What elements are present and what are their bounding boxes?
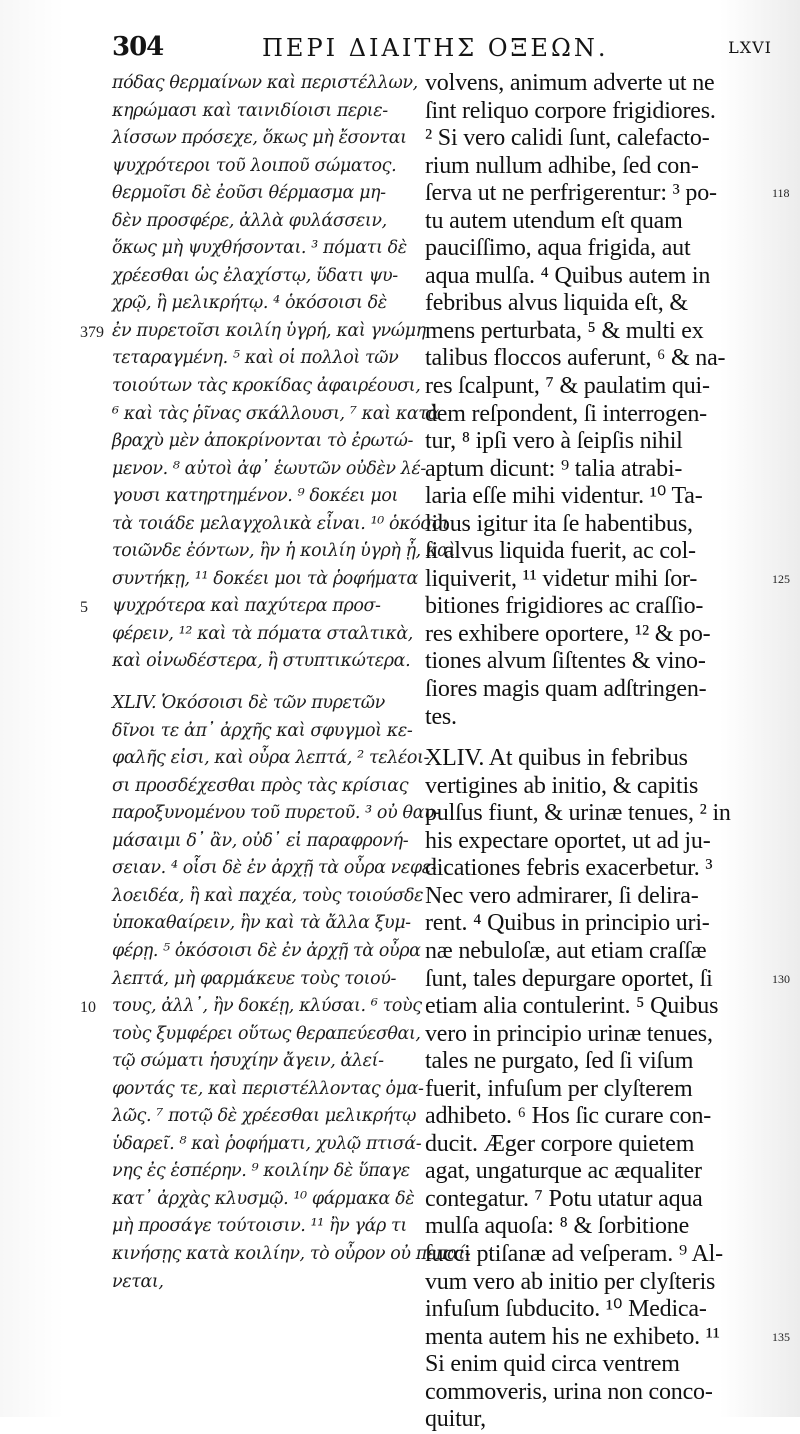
text-line: γουσι κατηρτημένον. ⁹ δοκέει μοι bbox=[112, 486, 398, 507]
text-line: ⁶ καὶ τὰς ῥῖνας σκάλλουσι, ⁷ καὶ κατὰ bbox=[112, 403, 439, 424]
margin-line-number: 130 bbox=[772, 971, 790, 986]
text-line: vum vero ab initio per clyſteris bbox=[425, 1268, 716, 1295]
text-line: tes. bbox=[425, 703, 457, 730]
text-line: φοντάς τε, καὶ περιστέλλοντας ὁμα- bbox=[112, 1078, 424, 1099]
text-line: infuſum ſubducito. ¹⁰ Medica- bbox=[425, 1296, 707, 1323]
text-line: ſint reliquo corpore frigidiores. bbox=[425, 97, 716, 124]
text-line: μὴ προσάγε τούτοισιν. ¹¹ ἢν γάρ τι bbox=[112, 1216, 407, 1237]
text-line: quitur, bbox=[425, 1406, 486, 1433]
text-line: aptum dicunt: ⁹ talia atrabi- bbox=[425, 455, 683, 482]
text-line: συντήκῃ, ¹¹ δοκέει μοι τὰ ῥοφήματα bbox=[112, 568, 418, 589]
text-line: dicationes febris exacerbetur. ³ bbox=[425, 855, 713, 882]
margin-line-number: 10 bbox=[80, 999, 96, 1017]
text-line: τεταραγμένη. ⁵ καὶ οἱ πολλοὶ τῶν bbox=[112, 348, 399, 369]
text-line: πόδας θερμαίνων καὶ περιστέλλων, bbox=[112, 73, 418, 93]
text-line: mulſa aquoſa: ⁸ & ſorbitione bbox=[425, 1213, 690, 1240]
text-line: τοὺς ξυμφέρει οὕτως θεραπεύεσθαι, bbox=[112, 1023, 421, 1044]
text-line: τους, ἀλλ᾽, ἢν δοκέῃ, κλύσαι. ⁶ τοὺς bbox=[112, 996, 422, 1017]
text-line: aqua mulſa. ⁴ Quibus autem in bbox=[425, 262, 711, 289]
section-number: LXVI bbox=[728, 38, 772, 57]
running-title: ΠΕΡΙ ΔΙΑΙΤΗΣ ΟΞΕΩΝ. bbox=[262, 34, 609, 62]
text-line: τὰ τοιάδε μελαγχολικὰ εἶναι. ¹⁰ ὁκόσοι bbox=[112, 513, 449, 534]
text-line: talibus floccos auferunt, ⁶ & na- bbox=[425, 345, 726, 372]
paragraph-gap bbox=[112, 676, 412, 690]
text-line: ἐν πυρετοῖσι κοιλίη ὑγρή, καὶ γνώμη bbox=[112, 320, 426, 341]
margin-line-number: 379 bbox=[80, 323, 104, 341]
text-line: ſunt, tales depurgare oportet, ſi bbox=[425, 965, 713, 992]
text-line: βραχὺ μὲν ἀποκρίνονται τὸ ἐρωτώ- bbox=[112, 431, 414, 452]
text-line: τῷ σώματι ἡσυχίην ἄγειν, ἀλεί- bbox=[112, 1051, 384, 1072]
paragraph-gap bbox=[425, 731, 770, 745]
text-line: ducit. Æger corpore quietem bbox=[425, 1130, 695, 1157]
text-line: næ nebuloſæ, aut etiam craſſæ bbox=[425, 937, 707, 964]
text-line: Si enim quid circa ventrem bbox=[425, 1351, 680, 1378]
text-line: κηρώμασι καὶ ταινιδίοισι περιε- bbox=[112, 100, 388, 121]
text-line: νης ἐς ἑσπέρην. ⁹ κοιλίην δὲ ὕπαγε bbox=[112, 1161, 410, 1182]
text-line: ὑδαρεῖ. ⁸ καὶ ῥοφήματι, χυλῷ πτισά- bbox=[112, 1133, 422, 1154]
text-line: χρῷ, ἢ μελικρήτῳ. ⁴ ὁκόσοισι δὲ bbox=[112, 293, 387, 314]
text-line: laria eſſe mihi videntur. ¹⁰ Ta- bbox=[425, 483, 703, 510]
margin-line-number: 125 bbox=[772, 571, 790, 586]
text-line: ſiores magis quam adſtringen- bbox=[425, 676, 707, 703]
text-line: ſerva ut ne perfrigerentur: ³ po- bbox=[425, 180, 717, 207]
text-line: νεται, bbox=[112, 1271, 164, 1292]
text-line: tur, ⁸ ipſi vero à ſeipſis nihil bbox=[425, 428, 683, 455]
text-line: ψυχρότεροι τοῦ λοιποῦ σώματος. bbox=[112, 155, 397, 176]
text-line: volvens, animum adverte ut ne bbox=[425, 70, 715, 96]
margin-line-number: 135 bbox=[772, 1329, 790, 1344]
text-line: ſi alvus liquida fuerit, ac col- bbox=[425, 538, 696, 565]
text-line: φαλῆς εἰσι, καὶ οὖρα λεπτά, ² τελέοι- bbox=[112, 748, 430, 769]
page-header bbox=[112, 28, 772, 68]
text-line: rium nullum adhibe, ſed con- bbox=[425, 152, 699, 179]
text-line: fuerit, infuſum per clyſterem bbox=[425, 1075, 693, 1102]
page-number: 304 bbox=[112, 32, 164, 62]
text-line: tales ne purgato, ſed ſi viſum bbox=[425, 1048, 694, 1075]
text-line: commoveris, urina non conco- bbox=[425, 1378, 713, 1405]
margin-line-number: 5 bbox=[80, 599, 88, 617]
text-line: agat, ungaturque ac æqualiter bbox=[425, 1158, 702, 1185]
text-line: ψυχρότερα καὶ παχύτερα προσ- bbox=[112, 596, 381, 617]
text-line: δὲν προσφέρε, ἀλλὰ φυλάσσειν, bbox=[112, 210, 387, 231]
text-line: σειαν. ⁴ οἷσι δὲ ἐν ἀρχῇ τὰ οὖρα νεφε- bbox=[112, 858, 437, 879]
text-line: res ſcalpunt, ⁷ & paulatim qui- bbox=[425, 373, 710, 400]
text-line: tiones alvum ſiſtentes & vino- bbox=[425, 648, 706, 675]
text-line: adhibeto. ⁶ Hos ſic curare con- bbox=[425, 1103, 712, 1130]
text-line: φέρειν, ¹² καὶ τὰ πόματα σταλτικὰ, bbox=[112, 623, 413, 644]
text-line: tu autem utendum eſt quam bbox=[425, 207, 683, 234]
text-line: Nec vero admirarer, ſi delira- bbox=[425, 882, 699, 909]
text-line: dem reſpondent, ſi interrogen- bbox=[425, 400, 707, 427]
text-line: λεπτά, μὴ φαρμάκευε τοὺς τοιού- bbox=[112, 968, 397, 989]
text-line: κατ᾽ ἀρχὰς κλυσμῷ. ¹⁰ φάρμακα δὲ bbox=[112, 1188, 415, 1209]
text-line: etiam alia contulerint. ⁵ Quibus bbox=[425, 993, 719, 1020]
text-line: λοειδέα, ἢ καὶ παχέα, τοὺς τοιούσδε bbox=[112, 885, 424, 906]
text-line: rent. ⁴ Quibus in principio uri- bbox=[425, 910, 710, 937]
text-line: mens perturbata, ⁵ & multi ex bbox=[425, 317, 704, 344]
text-line: μάσαιμι δ᾽ ἂν, οὐδ᾽ εἰ παραφρονή- bbox=[112, 830, 409, 851]
text-line: pauciſſimo, aqua frigida, aut bbox=[425, 235, 691, 262]
text-line: τοιῶνδε ἐόντων, ἢν ἡ κοιλίη ὑγρὴ ᾖ, καὶ bbox=[112, 541, 455, 562]
text-line: liquiverit, ¹¹ videtur mihi ſor- bbox=[425, 565, 698, 592]
text-line: ſucci ptiſanæ ad veſperam. ⁹ Al- bbox=[425, 1240, 723, 1267]
text-line: vero in principio urinæ tenues, bbox=[425, 1020, 713, 1047]
margin-line-number: 118 bbox=[772, 186, 790, 201]
text-line: δῖνοι τε ἀπ᾽ ἀρχῆς καὶ σφυγμοὶ κε- bbox=[112, 720, 413, 741]
text-line: febribus alvus liquida eſt, & bbox=[425, 290, 688, 317]
text-line: contegatur. ⁷ Potu utatur aqua bbox=[425, 1185, 703, 1212]
text-line: XLIV. Ὁκόσοισι δὲ τῶν πυρετῶν bbox=[112, 693, 385, 714]
text-line: τοιούτων τὰς κροκίδας ἀφαιρέουσι, bbox=[112, 376, 421, 397]
text-line: καὶ οἰνωδέστερα, ἢ στυπτικώτερα. bbox=[112, 651, 411, 672]
text-line: vertigines ab initio, & capitis bbox=[425, 772, 699, 799]
latin-column bbox=[425, 70, 770, 1434]
text-line: θερμοῖσι δὲ ἐοῦσι θέρμασμα μη- bbox=[112, 183, 386, 204]
text-line: pulſus fiunt, & urinæ tenues, ² in bbox=[425, 800, 731, 827]
text-line: ὑποκαθαίρειν, ἢν καὶ τὰ ἄλλα ξυμ- bbox=[112, 913, 411, 934]
text-line: λῶς. ⁷ ποτῷ δὲ χρέεσθαι μελικρήτῳ bbox=[112, 1106, 417, 1127]
text-line: his expectare oportet, ut ad ju- bbox=[425, 827, 711, 854]
text-line: res exhibere oportere, ¹² & po- bbox=[425, 620, 711, 647]
text-line: bitiones frigidiores ac craſſio- bbox=[425, 593, 704, 620]
text-line: μενον. ⁸ αὐτοὶ ἀφ᾽ ἑωυτῶν οὐδὲν λέ- bbox=[112, 458, 426, 479]
text-line: χρέεσθαι ὡς ἐλαχίστῳ, ὕδατι ψυ- bbox=[112, 265, 398, 286]
text-line: φέρῃ. ⁵ ὁκόσοισι δὲ ἐν ἀρχῇ τὰ οὖρα bbox=[112, 940, 421, 961]
text-line: libus igitur ita ſe habentibus, bbox=[425, 510, 693, 537]
text-line: ² Si vero calidi ſunt, calefacto- bbox=[425, 125, 710, 152]
text-line: σι προσδέχεσθαι πρὸς τὰς κρίσιας bbox=[112, 775, 409, 796]
text-line: XLIV. At quibus in febribus bbox=[425, 745, 688, 772]
text-line: κινήσῃς κατὰ κοιλίην, τὸ οὖρον οὐ πεπαί- bbox=[112, 1243, 471, 1264]
text-line: ὅκως μὴ ψυχθήσονται. ³ πόματι δὲ bbox=[112, 238, 407, 259]
text-line: παροξυνομένου τοῦ πυρετοῦ. ³ οὐ θαυ- bbox=[112, 803, 440, 824]
text-line: λίσσων πρόσεχε, ὅκως μὴ ἔσονται bbox=[112, 128, 407, 149]
text-line: menta autem his ne exhibeto. ¹¹ bbox=[425, 1323, 720, 1350]
